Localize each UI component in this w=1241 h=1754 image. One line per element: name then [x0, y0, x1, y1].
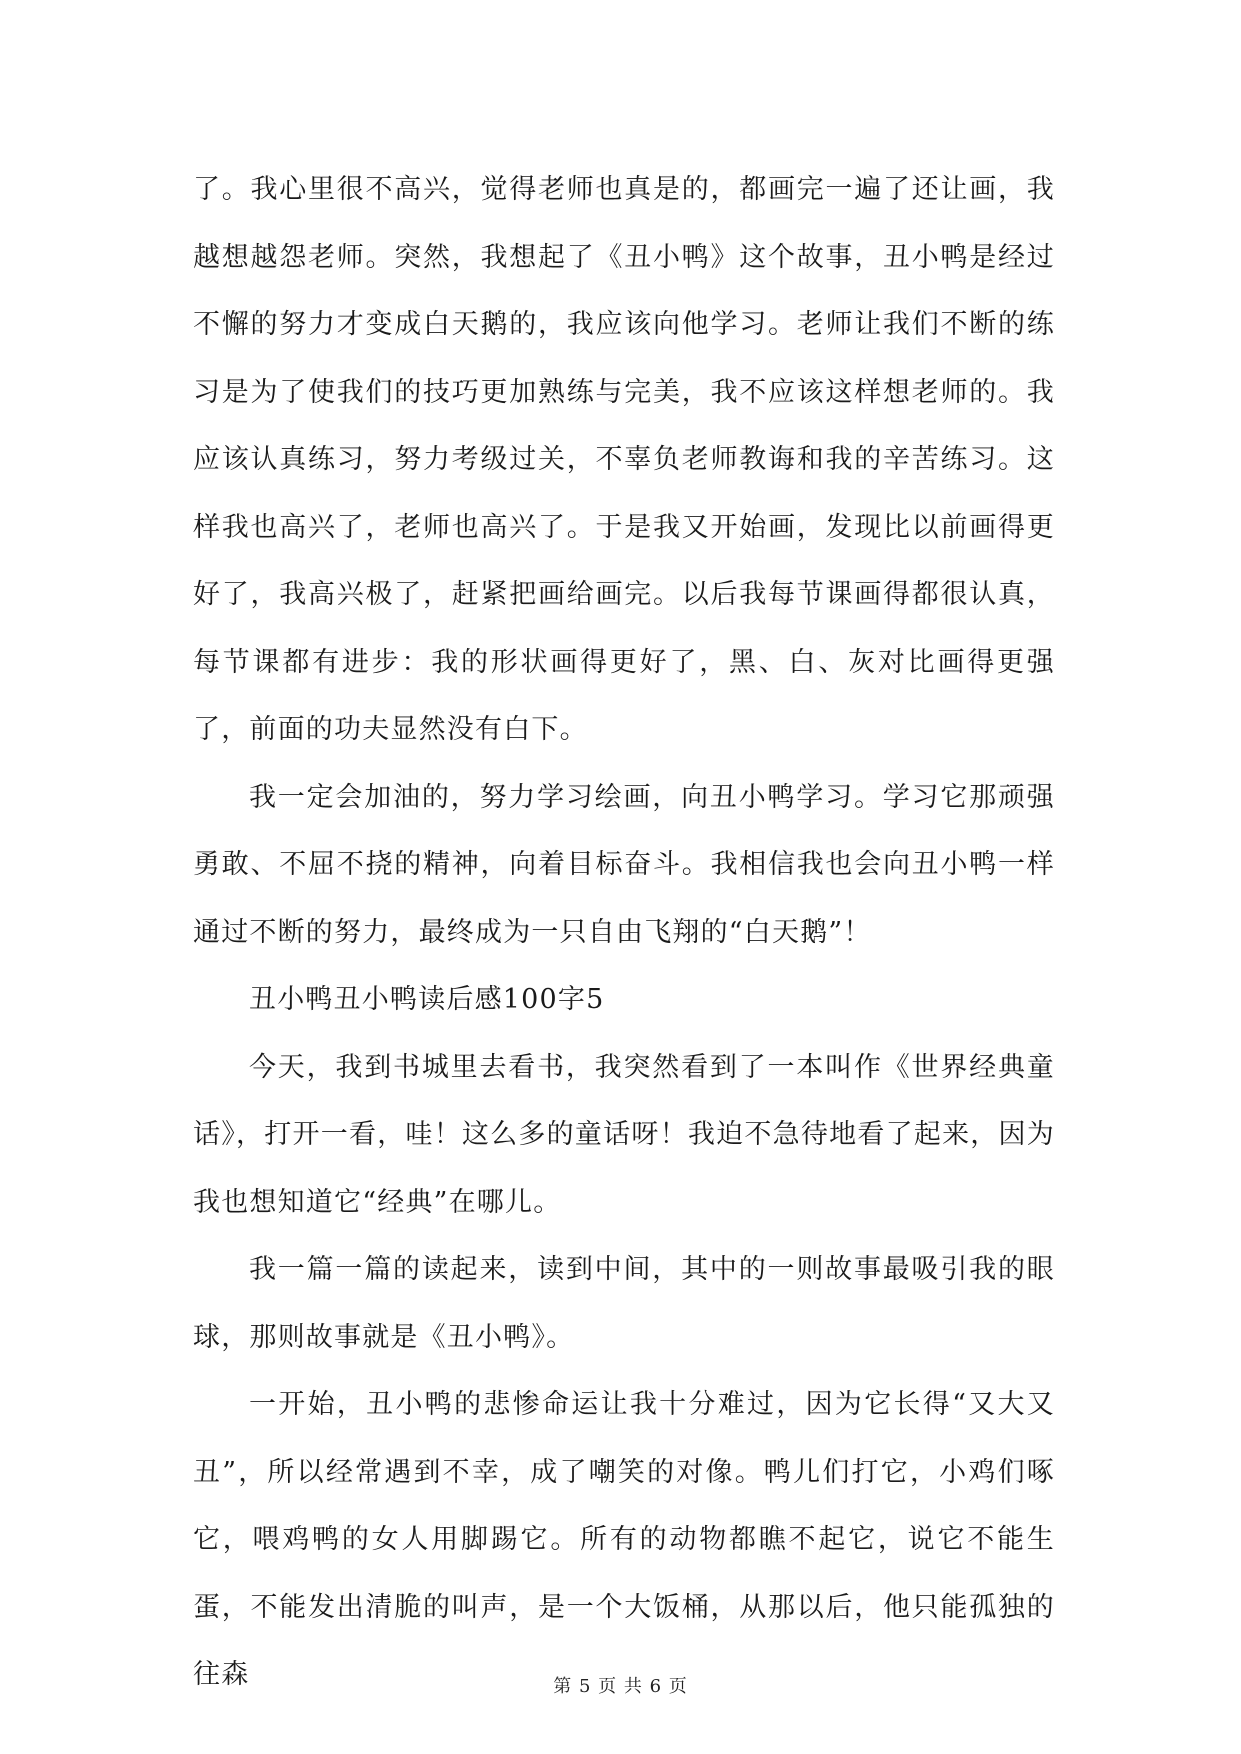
section-heading: 丑小鸭丑小鸭读后感100字5 — [249, 984, 605, 1015]
paragraph-4: 我一篇一篇的读起来，读到中间，其中的一则故事最吸引我的眼球，那则故事就是《丑小鸭》。 — [193, 1254, 1055, 1353]
paragraph-1: 了。我心里很不高兴，觉得老师也真是的，都画完一遍了还让画，我越想越怨老师。突然，我想起了《丑小鸭》这个故事，丑小鸭是经过不懈的努力才变成白天鹅的，我应该向他学习。老师让我们不断的练习是为了使我们的技巧更加熟练与完美，我不应该这样想老师的。我应该认真练习，努力考级过关，不辜负老师教诲和我的辛苦练习。这样我也高兴了，老师也高兴了。于是我又开始画，发现比以前画得更好了，我高兴极了，赶紧把画给画完。以后我每节课画得都很认真，每节课都有进步：我的形状画得更好了，黑、白、灰对比画得更强了，前面的功夫显然没有白下。 — [193, 174, 1055, 745]
page-number-footer: 第 5 页 共 6 页 — [553, 1676, 688, 1697]
paragraph-3: 今天，我到书城里去看书，我突然看到了一本叫作《世界经典童话》，打开一看，哇！这么多的童话呀！我迫不急待地看了起来，因为我也想知道它“经典”在哪儿。 — [193, 1051, 1055, 1218]
body-text — [193, 156, 1055, 1709]
paragraph-2: 我一定会加油的，努力学习绘画，向丑小鸭学习。学习它那顽强勇敢、不屈不挠的精神，向着目标奋斗。我相信我也会向丑小鸭一样通过不断的努力，最终成为一只自由飞翔的“白天鹅”！ — [193, 781, 1055, 948]
paragraph-5: 一开始，丑小鸭的悲惨命运让我十分难过，因为它长得“又大又丑”，所以经常遇到不幸，成了嘲笑的对像。鸭儿们打它，小鸡们啄它，喂鸡鸭的女人用脚踢它。所有的动物都瞧不起它，说它不能生蛋，不能发出清脆的叫声，是一个大饭桶，从那以后，他只能孤独的往森 — [193, 1389, 1055, 1690]
